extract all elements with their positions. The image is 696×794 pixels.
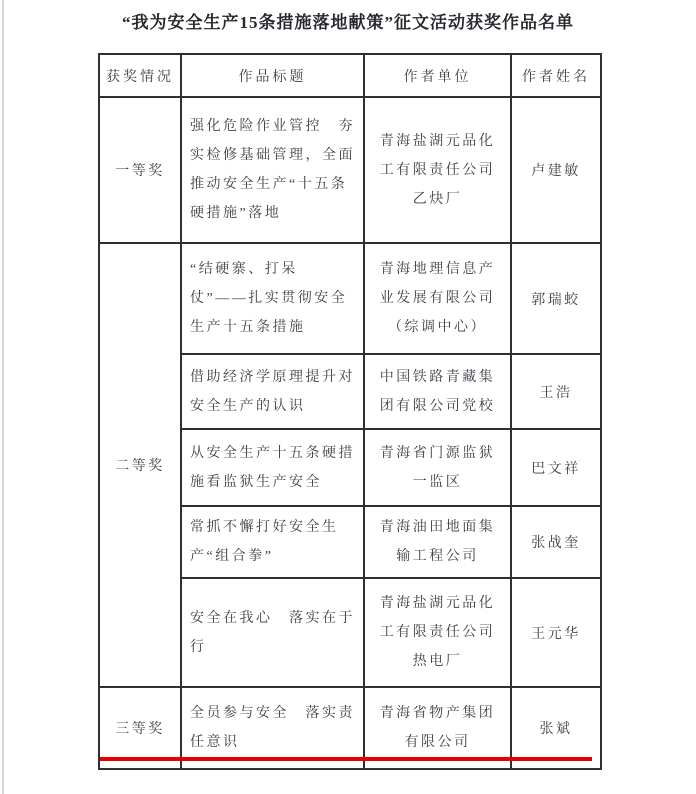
award-cell-second-prize: 二等奖 [99, 243, 181, 687]
red-underline-annotation [100, 757, 592, 761]
work-title-cell: 从安全生产十五条硬措施看监狱生产安全 [181, 429, 364, 506]
work-title-cell: 全员参与安全 落实责任意识 [181, 687, 364, 769]
author-org-cell: 青海油田地面集输工程公司 [364, 506, 511, 578]
author-org-cell: 中国铁路青藏集团有限公司党校 [364, 354, 511, 429]
work-title-cell: 强化危险作业管控 夯实检修基础管理，全面推动安全生产“十五条硬措施”落地 [181, 97, 364, 243]
col-header-award-status: 获奖情况 [99, 54, 181, 97]
work-title-cell: 安全在我心 落实在于行 [181, 578, 364, 687]
col-header-work-title: 作品标题 [181, 54, 364, 97]
author-name-cell: 张斌 [511, 687, 601, 769]
table-header-row [99, 54, 601, 97]
col-header-author-name: 作者姓名 [511, 54, 601, 97]
author-name-cell: 巴文祥 [511, 429, 601, 506]
author-name-cell: 王浩 [511, 354, 601, 429]
table-row [99, 243, 601, 354]
author-org-cell: 青海省物产集团有限公司 [364, 687, 511, 769]
awards-table [98, 53, 602, 770]
work-title-cell: 借助经济学原理提升对安全生产的认识 [181, 354, 364, 429]
table-row [99, 97, 601, 243]
author-org-cell: 青海省门源监狱一监区 [364, 429, 511, 506]
author-org-cell: 青海地理信息产业发展有限公司（综调中心） [364, 243, 511, 354]
page-edge-line [2, 0, 4, 794]
author-name-cell: 张战奎 [511, 506, 601, 578]
author-name-cell: 卢建敏 [511, 97, 601, 243]
author-org-cell: 青海盐湖元品化工有限责任公司热电厂 [364, 578, 511, 687]
award-cell-first-prize: 一等奖 [99, 97, 181, 243]
col-header-author-org: 作者单位 [364, 54, 511, 97]
work-title-cell: “结硬寨、打呆仗”——扎实贯彻安全生产十五条措施 [181, 243, 364, 354]
author-org-cell: 青海盐湖元品化工有限责任公司乙炔厂 [364, 97, 511, 243]
author-name-cell: 王元华 [511, 578, 601, 687]
award-cell-third-prize: 三等奖 [99, 687, 181, 769]
author-name-cell: 郭瑞蛟 [511, 243, 601, 354]
work-title-cell: 常抓不懈打好安全生产“组合拳” [181, 506, 364, 578]
document-title: “我为安全生产15条措施落地献策”征文活动获奖作品名单 [122, 13, 574, 32]
